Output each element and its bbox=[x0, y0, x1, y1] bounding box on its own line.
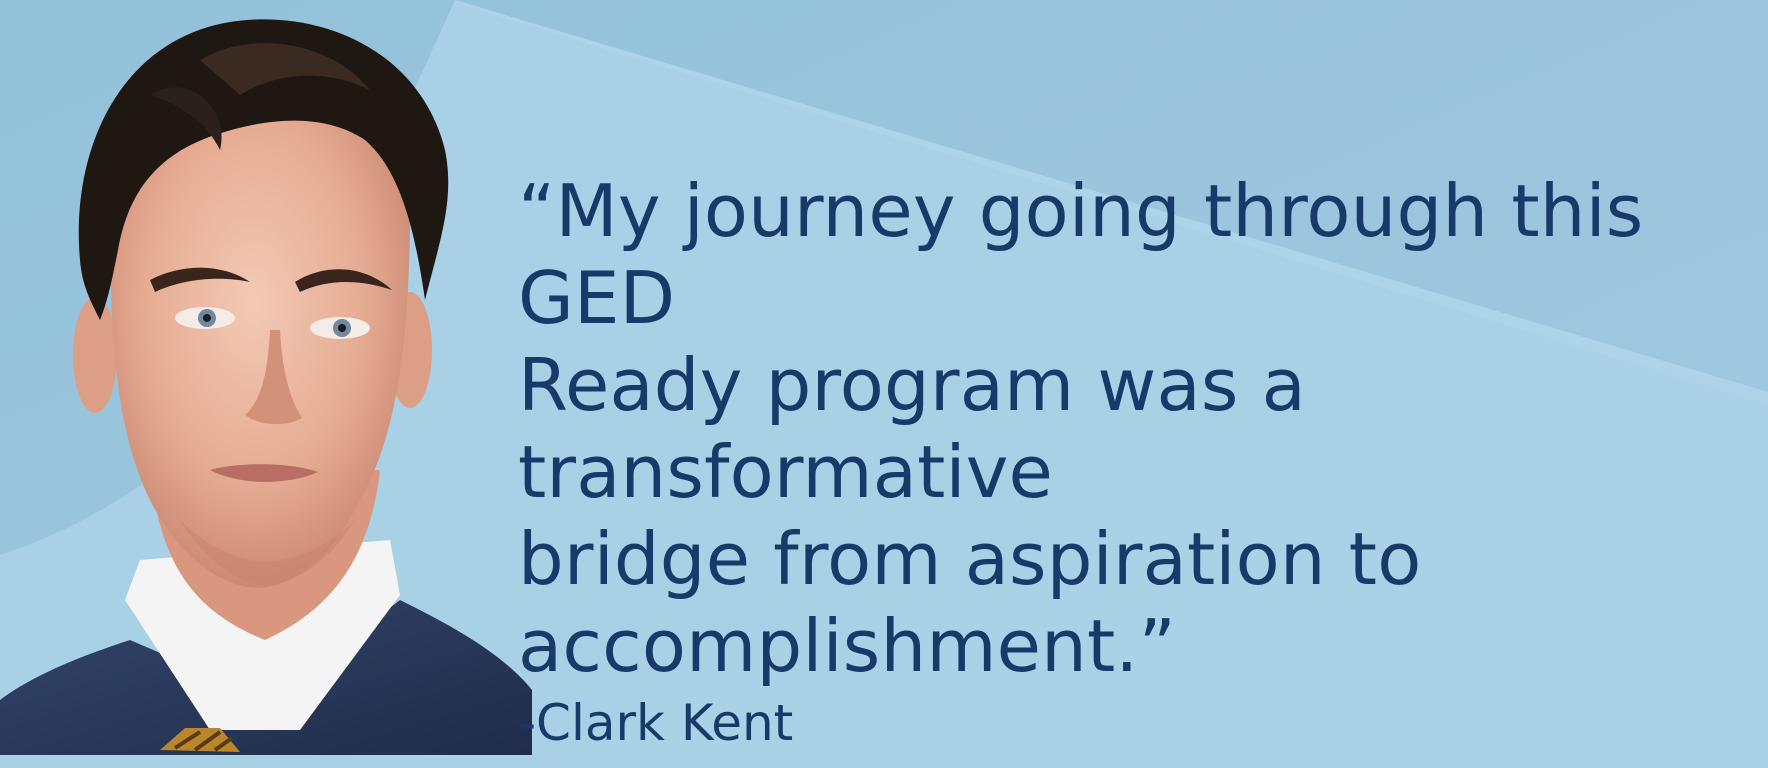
quote-line-1: “My journey going through this GED bbox=[518, 169, 1644, 340]
person-portrait-icon bbox=[0, 0, 532, 755]
quote-line-3: bridge from aspiration to bbox=[518, 517, 1422, 601]
quote-line-4: accomplishment.” bbox=[518, 604, 1177, 688]
quote-attribution: -Clark Kent bbox=[518, 694, 794, 752]
quote-line-2: Ready program was a transformative bbox=[518, 343, 1306, 514]
quote-text bbox=[518, 168, 1748, 690]
testimonial-quote bbox=[518, 168, 1748, 756]
